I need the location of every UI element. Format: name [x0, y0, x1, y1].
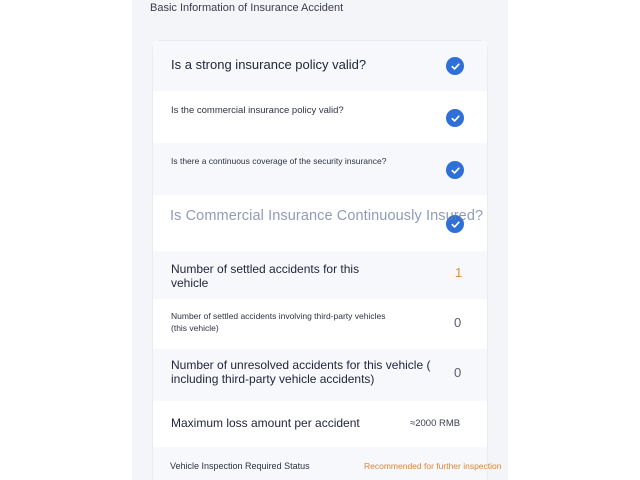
list-item: [153, 41, 487, 91]
app-screen: [132, 0, 508, 480]
list-item: [153, 299, 487, 349]
list-item: [153, 143, 487, 195]
stat-value: ≈2000 RMB: [410, 418, 461, 429]
list-item: [153, 251, 487, 299]
item-label: Is a strong insurance policy valid?: [171, 57, 367, 72]
list-item: [153, 401, 487, 447]
stat-label: Maximum loss amount per accident: [171, 416, 360, 430]
stat-label: Number of unresolved accidents for this vehicle ( including third-party vehicle accidents): [171, 358, 431, 386]
insurance-info-card: [152, 40, 488, 480]
item-label: Is there a continuous coverage of the security insurance?: [171, 156, 387, 166]
section-title: Basic Information of Insurance Accident: [150, 2, 344, 14]
floating-item-label: Is Commercial Insurance Continuously Insured?: [170, 208, 484, 224]
check-circle-icon: [446, 161, 464, 179]
stat-value: 1: [455, 265, 463, 280]
check-circle-icon: [446, 109, 464, 127]
inspection-label: Vehicle Inspection Required Status: [170, 461, 310, 471]
stat-value: 0: [454, 365, 462, 380]
list-item: [153, 91, 487, 143]
stat-label: Number of settled accidents for this vehicle: [171, 262, 360, 290]
stat-value: 0: [454, 315, 462, 330]
inspection-status-link[interactable]: Recommended for further inspection: [364, 461, 502, 471]
check-circle-icon: [446, 57, 464, 75]
item-label: Is the commercial insurance policy valid?: [171, 105, 344, 116]
list-item: [153, 349, 487, 401]
stat-label: Number of settled accidents involving third-party vehicles (this vehicle): [171, 311, 386, 333]
